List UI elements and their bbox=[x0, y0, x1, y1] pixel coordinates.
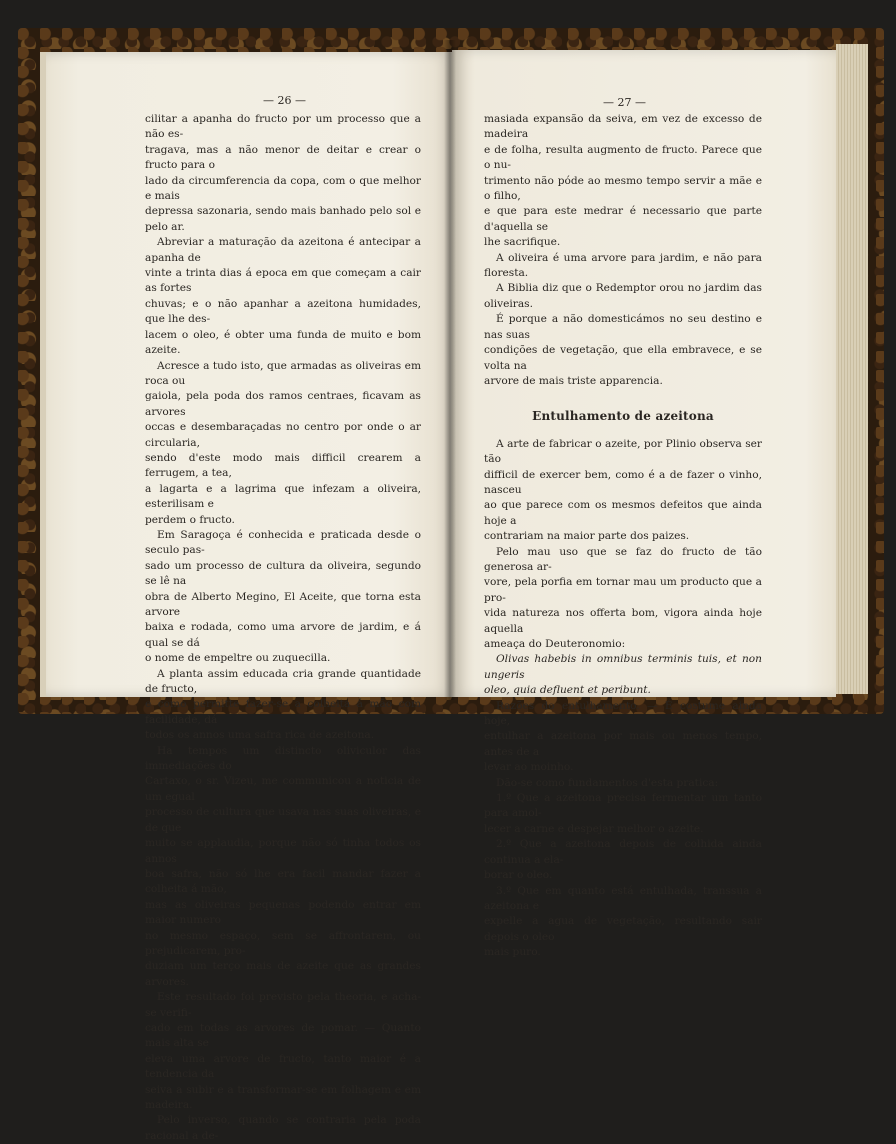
text-line: lhe sacrifique. bbox=[484, 236, 561, 249]
text-line: lecer a carne e despejar melhor o azeite. bbox=[484, 822, 704, 835]
text-line: Cartaxo, o sr. Vizeu, me communicou a noticia de um egual bbox=[145, 775, 421, 803]
text-line: Acresce a tudo isto, que armadas as oliveiras em roca ou bbox=[145, 359, 421, 387]
text-line: Este resultado foi previsto pela theoria, e acha-se verifi- bbox=[145, 991, 421, 1019]
text-line: trimento não póde ao mesmo tempo servir a mãe e o filho, bbox=[484, 174, 762, 203]
text-line: depressa sazonaria, sendo mais banhado pelo sol e pelo ar. bbox=[145, 205, 421, 233]
text-line: sado um processo de cultura da oliveira, segundo se lê na bbox=[145, 559, 421, 588]
text-line: Pelo mau uso que se faz do fructo de tão generosa ar- bbox=[484, 545, 762, 573]
text-line: o nome de empeltre ou zuquecilla. bbox=[145, 652, 331, 665]
text-line: masiada expansão da seiva, em vez de excesso de madeira bbox=[484, 113, 762, 141]
text-line: arvore de mais triste apparencia. bbox=[484, 374, 663, 387]
text-line: difficil de exercer bem, como é a de fazer o vinho, nasceu bbox=[484, 468, 762, 496]
text-line: e de folha, resulta augmento de fructo. Parece que o nu- bbox=[484, 143, 762, 172]
text-line: Em Saragoça é conhecida e praticada desde o seculo pas- bbox=[145, 528, 421, 557]
right-page-number: — 27 — bbox=[603, 96, 646, 109]
text-line: condições de vegetação, que ella embravece, e se volta na bbox=[484, 344, 762, 372]
text-line: A arte de fabricar o azeite, por Plinio observa ser tão bbox=[484, 437, 762, 466]
text-line: contrariam na maior parte dos paizes. bbox=[484, 530, 690, 543]
text-line: 2.º Que a azeitona depois de colhida ainda continua a ela- bbox=[484, 838, 762, 866]
text-line: Pelo inverso, quando se contraria pela poda racional a de- bbox=[145, 1114, 421, 1142]
text-line: Ha tempos um distincto oliviculor das immediações do bbox=[145, 744, 421, 773]
section-heading: Entulhamento de azeitona bbox=[532, 409, 714, 424]
left-page-text bbox=[145, 112, 421, 1144]
text-line: É porque a não domesticámos no seu destino e nas suas bbox=[484, 313, 762, 341]
text-line: lado da circumferencia da copa, com o que melhor e mais bbox=[145, 174, 421, 203]
text-line: ameaça do Deuteronomio: bbox=[484, 638, 626, 650]
book-gutter bbox=[444, 40, 456, 700]
text-line: levar ao moinho. bbox=[484, 761, 574, 774]
text-line: duziam um terço mais de azeite que as grandes arvores. bbox=[145, 960, 421, 988]
text-line: vida natureza nos offerta bom, vigora ainda hoje aquella bbox=[484, 607, 762, 635]
right-page-text bbox=[484, 112, 762, 961]
text-line: Razões do entulhamento. — É costume ainda hoje, bbox=[484, 699, 762, 728]
text-line: lacem o oleo, é obter uma funda de muito e bom azeite. bbox=[145, 328, 421, 357]
text-line: vore, pela porfia em tornar mau um producto que a pro- bbox=[484, 576, 762, 604]
text-line: Abreviar a maturação da azeitona é antecipar a apanha de bbox=[145, 236, 421, 264]
text-line: chuvas; e o não apanhar a azeitona humidades, que lhe des- bbox=[145, 297, 421, 326]
text-line: tragava, mas a não menor de deitar e crear o fructo para o bbox=[145, 143, 421, 172]
page-edges bbox=[836, 44, 868, 694]
text-line: vinte a trinta dias á epoca em que começam a cair as fortes bbox=[145, 267, 421, 295]
text-line: e como permitte fazer-se a colheita á mão com facilidade, dá bbox=[145, 698, 421, 726]
text-line: perdem o fructo. bbox=[145, 513, 235, 526]
text-line: 3.º Que em quanto está entulhada, transsua a azeitona e bbox=[484, 884, 762, 912]
text-line: muito se applaudia, porque não só tinha todos os annos bbox=[145, 837, 421, 865]
latin-quote-line: oleo, quia defluent et peribunt. bbox=[484, 684, 651, 697]
text-line: baixa e rodada, como uma arvore de jardim, e á qual se dá bbox=[145, 621, 421, 649]
text-line: obra de Alberto Megino, El Aceite, que torna esta arvore bbox=[145, 590, 421, 618]
text-line: expelle a agua de vegetação, resultando sair depois o oleo bbox=[484, 915, 762, 943]
text-line: mas as oliveiras pequenas podendo entrar em maior numero bbox=[145, 898, 421, 927]
text-line: mais puro. bbox=[484, 946, 541, 959]
text-line: a lagarta e a lagrima que infezam a oliveira, esterilisam e bbox=[145, 482, 421, 511]
text-line: gaiola, pela poda dos ramos centraes, ficavam as arvores bbox=[145, 390, 421, 418]
text-line: no mesmo espaço, sem se affrontarem, ou prejudicarem, pro- bbox=[145, 929, 421, 957]
latin-quote-line: Olivas habebis in omnibus terminis tuis, et non ungeris bbox=[484, 653, 762, 681]
text-line: sendo d'este modo mais difficil crearem a ferrugem, a tea, bbox=[145, 451, 421, 480]
text-line: Dão-se como fundamentos d'esta pratica: bbox=[496, 776, 719, 789]
text-line: entulhar a azeitona por mais ou menos tempo, antes de a bbox=[484, 730, 762, 758]
text-line: boa safra, não só lhe era facil mandar fazer a colheita á mão, bbox=[145, 867, 421, 896]
text-line: e que para este medrar é necessario que parte d'aquella se bbox=[484, 205, 762, 233]
text-line: occas e desembaraçadas no centro por onde o ar circularia, bbox=[145, 421, 421, 449]
text-line: A Biblia diz que o Redemptor orou no jardim das oliveiras. bbox=[484, 282, 762, 310]
text-line: 1.º Que a azeitona precisa fermentar um tanto para amol- bbox=[484, 792, 762, 820]
text-line: cilitar a apanha do fructo por um processo que a não es- bbox=[145, 113, 421, 141]
text-line: processo de cultura que usava nas suas oliveiras, e de que bbox=[145, 806, 421, 834]
text-line: A oliveira é uma arvore para jardim, e não para floresta. bbox=[484, 251, 762, 280]
text-line: seiva a subir e a transformar-se em folhagem e em madeira. bbox=[145, 1083, 421, 1111]
text-line: borar o oleo. bbox=[484, 869, 553, 882]
left-page-number: — 26 — bbox=[263, 94, 306, 107]
text-line: cado em todas as arvores de pomar. — Quanto mais alta se bbox=[145, 1021, 421, 1050]
text-line: A planta assim educada cria grande quantidade de fructo, bbox=[145, 667, 421, 696]
text-line: eleva uma arvore de fructo, tanto maior é a tendencia da bbox=[145, 1052, 421, 1081]
text-line: ao que parece com os mesmos defeitos que ainda hoje a bbox=[484, 499, 762, 527]
text-line: todos os annos uma safra rica de azeitona. bbox=[145, 729, 375, 742]
